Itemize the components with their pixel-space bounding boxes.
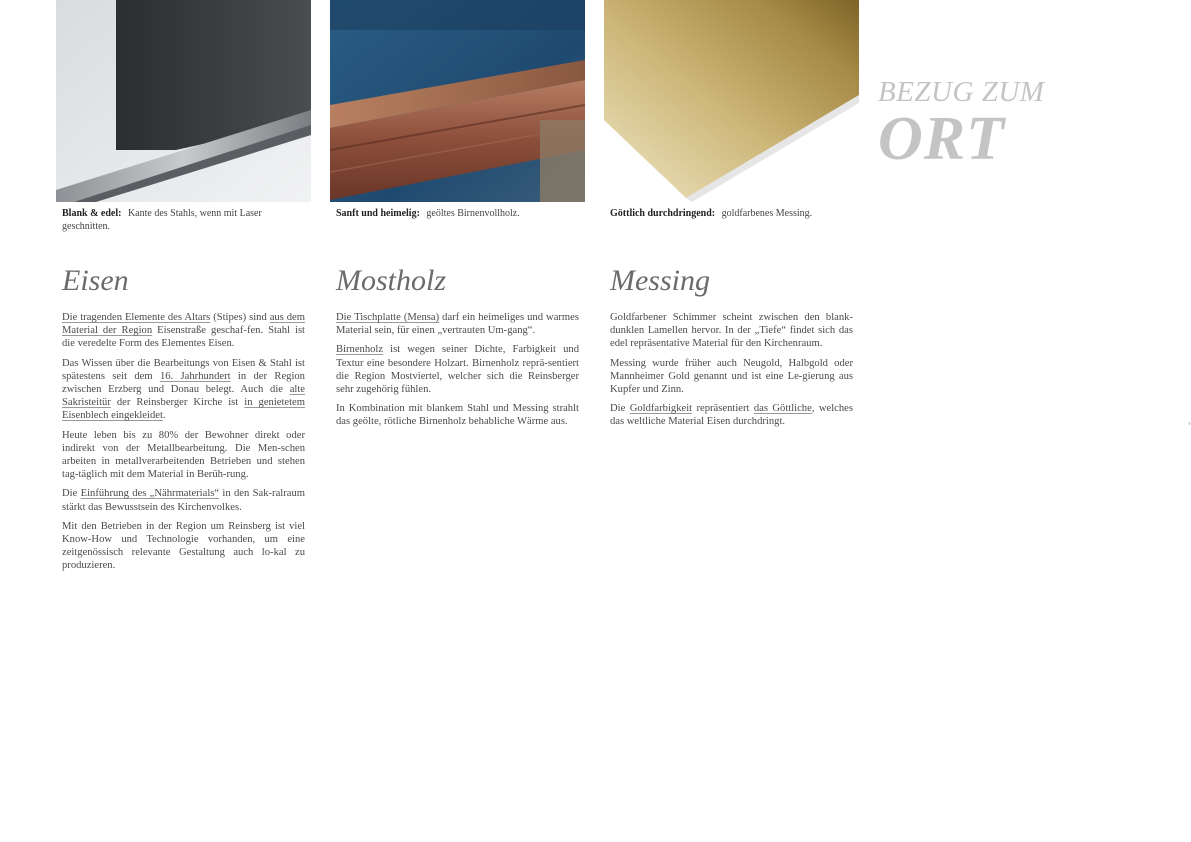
text-segment: (Stipes) sind: [210, 312, 270, 323]
text-segment: Mit den Betrieben in der Region um Reinsberg ist viel Know-How und Technologie vorhanden, um eine zeitgenössisch relevante Gestaltung auch lo-kal zu produzieren.: [62, 520, 305, 572]
text-segment: Heute leben bis zu 80% der Bewohner direkt oder indirekt von der Metallbearbeitung. Die Men-schen arbeiten in metallverarbeitenden Betrieben und stehen tag-täglich mit dem Material in Berüh-rung.: [62, 429, 305, 481]
section-body: [610, 311, 853, 429]
text-segment: ist wegen seiner Dichte, Farbigkeit und Textur eine besondere Holzart. Birnenholz reprä-sentiert die Region Mostviertel, welcher sich die Reinsberger sehr zugehörig fühlen.: [336, 344, 579, 396]
body-paragraph: [336, 343, 579, 396]
text-segment: Messing wurde früher auch Neugold, Halbgold oder Mannheimer Gold genannt und ist eine Le-gierung aus Kupfer und Zinn.: [610, 357, 853, 396]
body-paragraph: [62, 429, 305, 482]
body-paragraph: [62, 520, 305, 573]
text-segment: Die: [62, 488, 81, 500]
caption-lead: Sanft und heimelig:: [336, 208, 420, 219]
section-body: [62, 311, 305, 573]
column-eisen: [56, 0, 311, 579]
body-paragraph: [62, 357, 305, 423]
underlined-phrase: alte Sakristeitür: [62, 384, 305, 409]
pear-wood-photo: [330, 0, 585, 202]
sidebar-title: [878, 76, 1045, 173]
caption-text: Kante des Stahls, wenn mit Laser geschnitten.: [62, 208, 262, 232]
steel-edge-photo: [56, 0, 311, 202]
underlined-phrase: das Göttliche: [753, 403, 812, 415]
section-heading: Messing: [610, 264, 710, 297]
sidebar-title-line1: BEZUG ZUM: [878, 76, 1045, 108]
text-segment: .: [162, 410, 166, 422]
underlined-phrase: 16. Jahrhundert: [159, 370, 231, 382]
body-paragraph: [62, 311, 305, 351]
body-paragraph: [62, 487, 305, 513]
underlined-phrase: Goldfarbigkeit: [629, 403, 693, 415]
body-paragraph: [336, 402, 579, 428]
sidebar-title-line2: ORT: [878, 105, 1005, 173]
body-paragraph: [610, 402, 853, 428]
section-heading: Eisen: [62, 264, 129, 297]
text-segment: in der Region zwischen Erzberg und Donau belegt. Auch die: [62, 370, 305, 396]
body-paragraph: [610, 311, 853, 351]
text-segment: Das Wissen über die Bearbeitungs von Eisen & Stahl ist spätestens seit dem: [62, 357, 305, 382]
body-paragraph: [336, 311, 579, 337]
text-segment: Die: [610, 403, 630, 415]
text-segment: der Reinsberger Kirche ist: [110, 397, 245, 409]
text-segment: Eisenstraße geschaf-fen. Stahl ist die veredelte Form des Elementes Eisen.: [62, 325, 306, 350]
text-segment: In Kombination mit blankem Stahl und Messing strahlt das geölte, rötliche Birnenholz behabliche Wärme aus.: [336, 403, 579, 428]
caption-text: geöltes Birnenvollholz.: [426, 208, 520, 219]
caption-text: goldfarbenes Messing.: [721, 208, 813, 219]
brass-photo: [604, 0, 859, 202]
photo-caption: [62, 207, 305, 235]
photo-caption: [336, 207, 579, 235]
text-segment: darf ein heimeliges und warmes Material sein, für einen „vertrauten Um-gang“.: [336, 312, 579, 337]
underlined-phrase: Die tragenden Elemente des Altars: [62, 312, 211, 323]
photo-caption: [610, 207, 853, 235]
underlined-phrase: in genietetem Eisenblech eingekleidet: [62, 397, 305, 422]
body-paragraph: [610, 357, 853, 397]
underlined-phrase: Birnenholz: [336, 344, 384, 356]
underlined-phrase: aus dem Material der Region: [62, 312, 305, 337]
caption-lead: Blank & edel:: [62, 208, 122, 219]
text-segment: , welches das weltliche Material Eisen durchdringt.: [610, 403, 853, 428]
column-mostholz: [330, 0, 585, 435]
caption-lead: Göttlich durchdringend:: [610, 208, 716, 219]
section-body: [336, 311, 579, 429]
column-messing: [604, 0, 859, 435]
section-heading: Mostholz: [336, 264, 447, 297]
text-segment: in den Sak-ralraum stärkt das Bewusstsein des Kirchenvolkes.: [62, 488, 305, 513]
underlined-phrase: Einführung des „Nährmaterials“: [80, 488, 220, 500]
underlined-phrase: Die Tischplatte (Mensa): [336, 312, 440, 323]
text-segment: Goldfarbener Schimmer scheint zwischen den blank-dunklen Lamellen hervor. In der „Tiefe“ findet sich das edel repräsentative Material für den Kirchenraum.: [610, 312, 853, 350]
text-segment: repräsentiert: [692, 403, 754, 415]
